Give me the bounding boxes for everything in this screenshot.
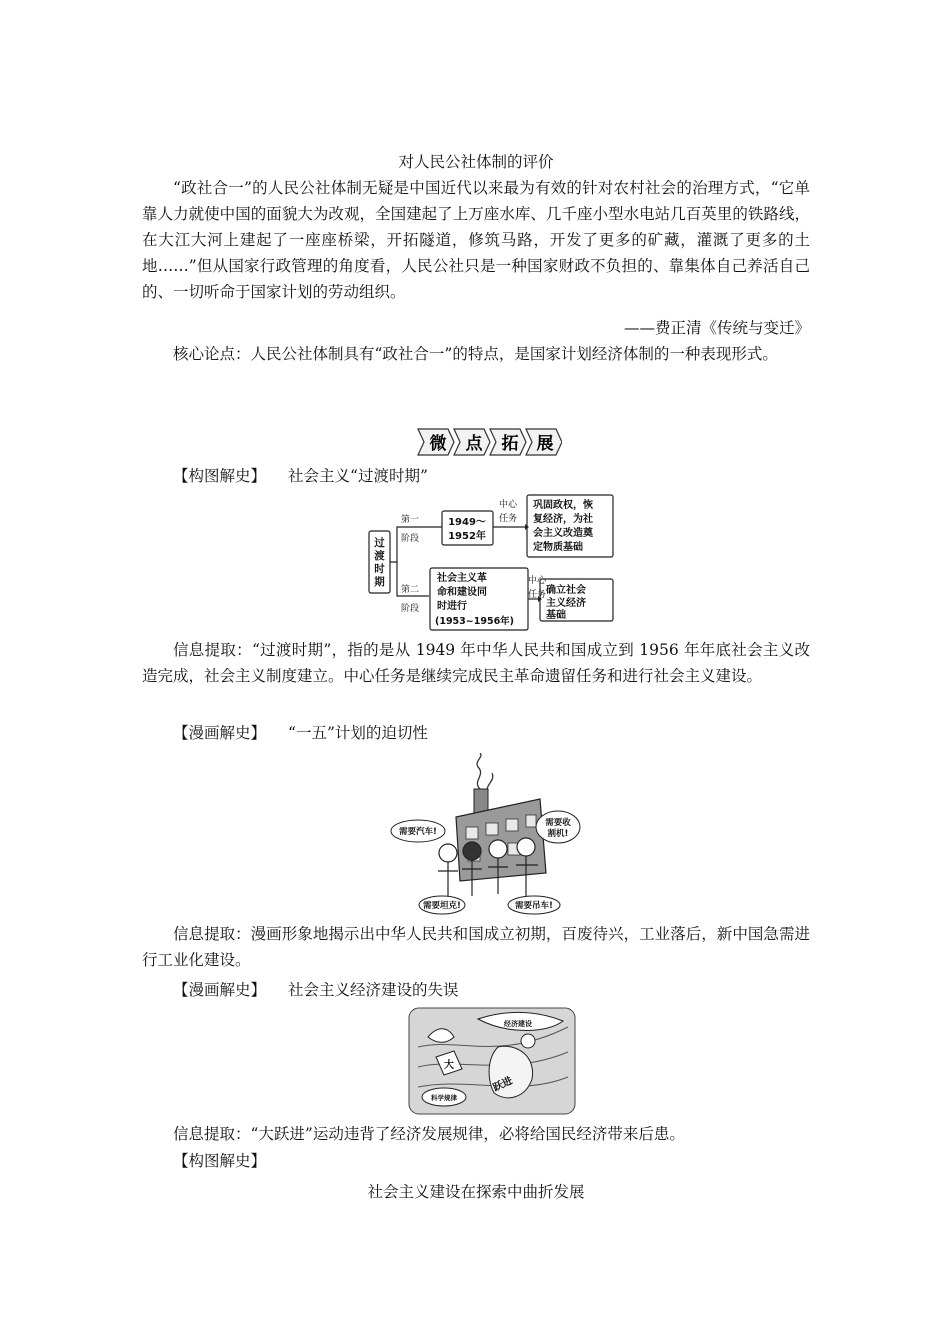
stage2-label-b: 阶段 [401, 604, 420, 614]
block2-info: 信息提取：漫画形象地揭示出中华人民共和国成立初期，百废待兴，工业落后，新中国急需进行工业化建设。 [142, 925, 810, 969]
block4-subtitle: 社会主义建设在探索中曲折发展 [367, 1183, 585, 1201]
block1-topic: 社会主义“过渡时期” [288, 467, 428, 485]
label-economic-construction: 经济建设 [504, 1020, 532, 1028]
stage1-task-label-b: 任务 [499, 514, 518, 524]
banner-char-4: 展 [536, 434, 554, 454]
stage2-task-label-a: 中心 [528, 576, 547, 586]
stage2-period-line4: (1953~1956年) [435, 616, 515, 627]
stage2-task-line1: 确立社会 [546, 585, 586, 596]
stage2-task-label-b: 任务 [528, 590, 547, 600]
root-char-4: 期 [374, 576, 385, 588]
stage1-task-line1: 巩固政权，恢 [533, 500, 593, 511]
bubble-harvester-line1: 需要收 [545, 818, 571, 828]
label-yuejin: 跃进 [491, 1075, 515, 1094]
commune-paragraph: “政社合一”的人民公社体制无疑是中国近代以来最为有效的针对农村社会的治理方式，“它单靠人力就使中国的面貌大为改观，全国建起了上万座水库、几千座小型水电站几百英里的铁路线，在大江大河上建起了一座座桥梁，开拓隧道，修筑马路，开发了更多的矿藏，灌溉了更多的土地……”但从国家行政管理的角度看，人民公社只是一种国家财政不负担的、靠集体自己养活自己的、一切听命于国家计划的劳动组织。 [142, 179, 810, 301]
section-title: 对人民公社体制的评价 [398, 153, 554, 171]
root-char-3: 时 [374, 563, 385, 575]
block2-topic: “一五”计划的迫切性 [288, 724, 428, 742]
block3-topic: 社会主义经济建设的失误 [288, 981, 459, 999]
bubble-harvester-line2: 割机! [547, 829, 569, 839]
banner-char-2: 点 [465, 434, 483, 454]
stage1-label-b: 阶段 [401, 534, 420, 544]
stage2-task-line3: 基础 [546, 610, 566, 621]
bubble-crane: 需要吊车! [515, 901, 553, 911]
block2-heading [173, 720, 428, 746]
stage2-period-line2: 命和建设同 [437, 587, 487, 598]
stage2-task-line2: 主义经济 [546, 598, 586, 609]
stage2-period-line3: 时进行 [437, 601, 467, 612]
stage1-label-a: 第一 [401, 515, 420, 525]
stage2-period-line1: 社会主义革 [437, 573, 487, 584]
block3-label: 【漫画解史】 [173, 981, 267, 999]
block1-label: 【构图解史】 [173, 467, 267, 485]
bubble-car: 需要汽车! [399, 827, 437, 837]
micro-expansion-banner [416, 427, 562, 457]
block3-info: 信息提取：“大跃进”运动违背了经济发展规律，必将给国民经济带来后患。 [173, 1125, 685, 1143]
great-leap-cartoon [408, 1007, 576, 1115]
block3-heading [173, 977, 459, 1003]
stage1-period-line1: 1949～ [448, 517, 486, 528]
five-year-plan-cartoon [388, 753, 586, 918]
stage1-task-line4: 定物质基础 [533, 542, 583, 553]
stage1-period-line2: 1952年 [448, 531, 486, 542]
block4-heading [173, 1148, 266, 1174]
citation: ——费正清《传统与变迁》 [623, 319, 810, 337]
label-scientific-law: 科学规律 [431, 1094, 457, 1102]
core-argument: 核心论点：人民公社体制具有“政社合一”的特点，是国家计划经济体制的一种表现形式。 [173, 345, 778, 363]
root-char-1: 过 [374, 537, 385, 549]
label-da: 大 [444, 1060, 454, 1071]
banner-char-3: 拓 [501, 434, 519, 454]
stage1-task-label-a: 中心 [499, 500, 518, 510]
bubble-tank: 需要坦克! [423, 901, 461, 911]
root-char-2: 渡 [374, 550, 385, 562]
block2-label: 【漫画解史】 [173, 724, 267, 742]
stage1-connector [390, 527, 442, 562]
banner-char-1: 微 [429, 434, 447, 454]
stage1-task-line2: 复经济，为社 [533, 514, 593, 525]
stage2-label-a: 第二 [401, 585, 420, 595]
smoke [477, 753, 481, 789]
stage1-task-line3: 会主义改造奠 [533, 528, 593, 539]
block1-heading [173, 463, 428, 489]
transition-period-diagram [367, 493, 617, 635]
block4-label: 【构图解史】 [173, 1152, 267, 1170]
block1-info: 信息提取：“过渡时期”，指的是从 1949 年中华人民共和国成立到 1956 年年底社会主义改造完成，社会主义制度建立。中心任务是继续完成民主革命遗留任务和进行社会主义建设。 [142, 641, 810, 685]
